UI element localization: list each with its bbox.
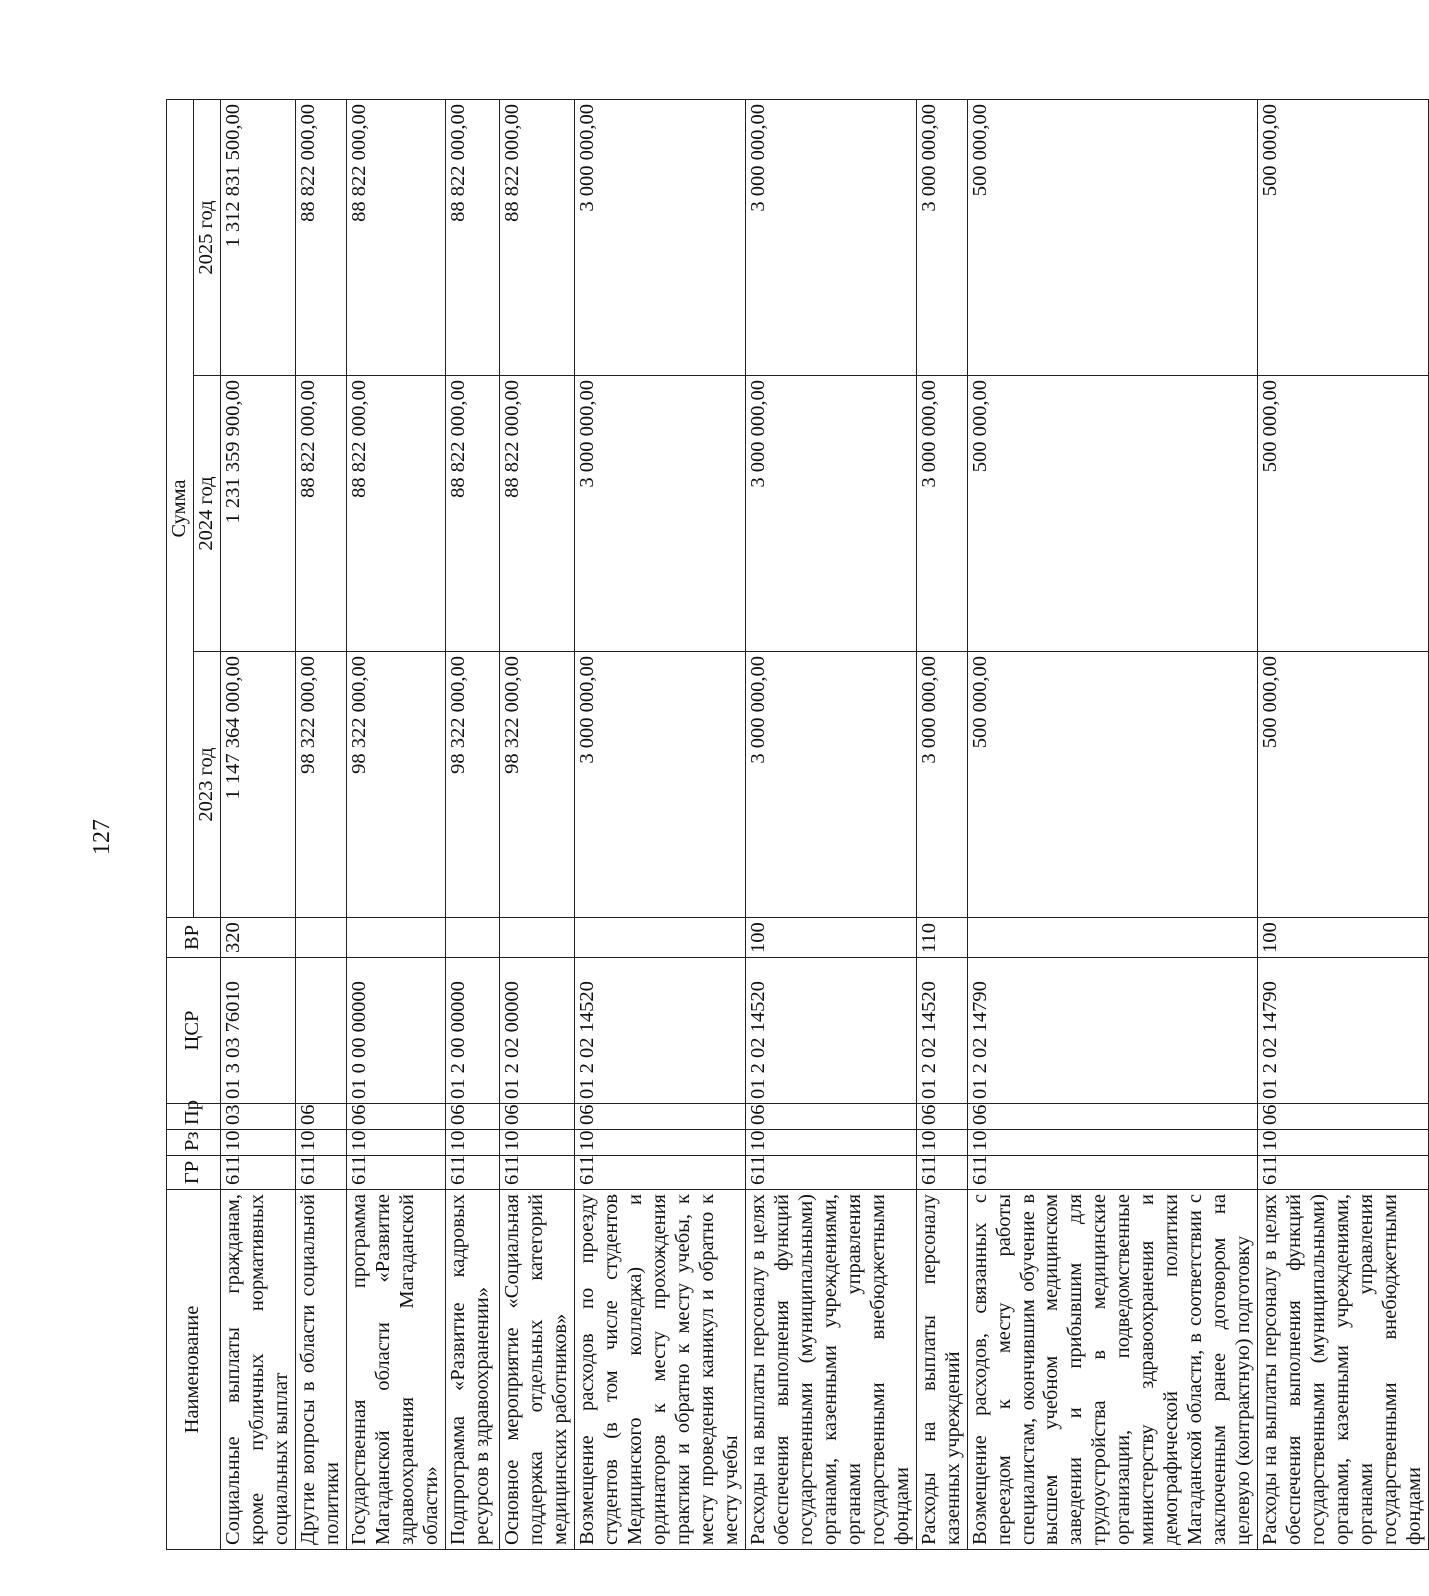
table-row <box>295 99 346 1549</box>
row-sum-2023: 1 147 364 000,00 <box>220 652 295 918</box>
header-gr: ГР <box>167 1156 221 1190</box>
row-gr: 611 <box>1258 1156 1429 1190</box>
row-name: Расходы на выплаты персоналу казенных учреждений <box>916 1190 967 1550</box>
row-pr: 06 <box>574 1104 745 1130</box>
row-pr: 06 <box>445 1104 499 1130</box>
row-vr <box>499 918 574 958</box>
row-sum-2023: 3 000 000,00 <box>745 652 916 918</box>
row-pr: 06 <box>346 1104 445 1130</box>
row-pr: 06 <box>745 1104 916 1130</box>
row-name: Подпрограмма «Развитие кадровых ресурсов в здравоохранении» <box>445 1190 499 1550</box>
table-body <box>220 99 1428 1549</box>
row-csr: 01 2 02 14520 <box>745 958 916 1104</box>
row-csr: 01 2 00 00000 <box>445 958 499 1104</box>
table-row <box>916 99 967 1549</box>
header-2023: 2023 год <box>193 652 220 918</box>
row-sum-2024: 88 822 000,00 <box>295 376 346 652</box>
row-csr: 01 3 03 76010 <box>220 958 295 1104</box>
row-gr: 611 <box>295 1156 346 1190</box>
row-gr: 611 <box>574 1156 745 1190</box>
row-sum-2024: 88 822 000,00 <box>445 376 499 652</box>
row-rz: 10 <box>574 1130 745 1156</box>
row-pr: 06 <box>916 1104 967 1130</box>
table-row <box>745 99 916 1549</box>
row-sum-2025: 88 822 000,00 <box>499 99 574 375</box>
page-number: 127 <box>89 819 115 855</box>
row-name: Другие вопросы в области социальной политики <box>295 1190 346 1550</box>
row-pr: 03 <box>220 1104 295 1130</box>
row-name: Социальные выплаты гражданам, кроме публичных нормативных социальных выплат <box>220 1190 295 1550</box>
row-rz: 10 <box>916 1130 967 1156</box>
row-gr: 611 <box>346 1156 445 1190</box>
row-sum-2025: 3 000 000,00 <box>574 99 745 375</box>
row-vr <box>346 918 445 958</box>
row-csr: 01 2 02 14790 <box>967 958 1258 1104</box>
header-sum: Сумма <box>167 99 194 917</box>
row-gr: 611 <box>745 1156 916 1190</box>
row-rz: 10 <box>445 1130 499 1156</box>
row-csr <box>295 958 346 1104</box>
row-sum-2024: 3 000 000,00 <box>745 376 916 652</box>
table-row <box>346 99 445 1549</box>
row-pr: 06 <box>1258 1104 1429 1130</box>
header-name: Наименование <box>167 1190 221 1550</box>
row-gr: 611 <box>445 1156 499 1190</box>
row-vr: 100 <box>745 918 916 958</box>
row-sum-2025: 500 000,00 <box>967 99 1258 375</box>
header-vr: ВР <box>167 918 221 958</box>
table-row <box>967 99 1258 1549</box>
row-rz: 10 <box>1258 1130 1429 1156</box>
row-rz: 10 <box>346 1130 445 1156</box>
table-row <box>445 99 499 1549</box>
row-pr: 06 <box>499 1104 574 1130</box>
header-2024: 2024 год <box>193 376 220 652</box>
row-vr: 100 <box>1258 918 1429 958</box>
row-name: Возмещение расходов по проезду студентов (в том числе студентов Медицинского колледжа) и ординаторов к месту прохождения практики и обратно к месту учебы, к месту проведения каникул и обратно к месту учебы <box>574 1190 745 1550</box>
row-gr: 611 <box>220 1156 295 1190</box>
row-name: Возмещение расходов, связанных с переездом к месту работы специалистам, окончившим обучение в высшем учебном медицинском заведении и прибывшим для трудоустройства в медицинские организации, подведомственные министерству здравоохранения и демографической политики Магаданской области, в соответствии с заключенным ранее договором на целевую (контрактную) подготовку <box>967 1190 1258 1550</box>
row-vr <box>574 918 745 958</box>
row-sum-2025: 88 822 000,00 <box>346 99 445 375</box>
row-sum-2023: 500 000,00 <box>1258 652 1429 918</box>
row-rz: 10 <box>967 1130 1258 1156</box>
row-csr: 01 2 02 14520 <box>916 958 967 1104</box>
row-csr: 01 2 02 14790 <box>1258 958 1429 1104</box>
row-rz: 10 <box>499 1130 574 1156</box>
row-rz: 10 <box>295 1130 346 1156</box>
row-sum-2023: 3 000 000,00 <box>916 652 967 918</box>
row-sum-2023: 3 000 000,00 <box>574 652 745 918</box>
row-sum-2025: 3 000 000,00 <box>745 99 916 375</box>
row-sum-2025: 88 822 000,00 <box>295 99 346 375</box>
header-pr: Пр <box>167 1104 221 1130</box>
row-name: Государственная программа Магаданской области «Развитие здравоохранения Магаданской области» <box>346 1190 445 1550</box>
row-sum-2024: 500 000,00 <box>967 376 1258 652</box>
row-sum-2023: 98 322 000,00 <box>445 652 499 918</box>
row-rz: 10 <box>745 1130 916 1156</box>
table-row <box>1258 99 1429 1549</box>
row-vr: 110 <box>916 918 967 958</box>
row-vr <box>967 918 1258 958</box>
row-sum-2024: 1 231 359 900,00 <box>220 376 295 652</box>
table-row <box>220 99 295 1549</box>
row-gr: 611 <box>916 1156 967 1190</box>
row-sum-2024: 88 822 000,00 <box>346 376 445 652</box>
row-vr: 320 <box>220 918 295 958</box>
row-name: Расходы на выплаты персоналу в целях обеспечения выполнения функций государственными (муниципальными) органами, казенными учреждениями, органами управления государственными внебюджетными фондами <box>745 1190 916 1550</box>
row-sum-2025: 500 000,00 <box>1258 99 1429 375</box>
row-vr <box>295 918 346 958</box>
header-csr: ЦСР <box>167 958 221 1104</box>
row-gr: 611 <box>967 1156 1258 1190</box>
row-sum-2023: 98 322 000,00 <box>346 652 445 918</box>
row-gr: 611 <box>499 1156 574 1190</box>
row-sum-2023: 500 000,00 <box>967 652 1258 918</box>
row-csr: 01 0 00 00000 <box>346 958 445 1104</box>
row-sum-2025: 3 000 000,00 <box>916 99 967 375</box>
rotated-table-wrapper <box>166 100 1426 1550</box>
row-vr <box>445 918 499 958</box>
row-csr: 01 2 02 00000 <box>499 958 574 1104</box>
row-name: Основное мероприятие «Социальная поддержка отдельных категорий медицинских работников» <box>499 1190 574 1550</box>
table-row <box>499 99 574 1549</box>
table-row <box>574 99 745 1549</box>
row-sum-2025: 88 822 000,00 <box>445 99 499 375</box>
row-csr: 01 2 02 14520 <box>574 958 745 1104</box>
row-name: Расходы на выплаты персоналу в целях обеспечения выполнения функций государственными (муниципальными) органами, казенными учреждениями, органами управления государственными внебюджетными фондами <box>1258 1190 1429 1550</box>
header-2025: 2025 год <box>193 99 220 375</box>
row-sum-2023: 98 322 000,00 <box>295 652 346 918</box>
row-sum-2025: 1 312 831 500,00 <box>220 99 295 375</box>
row-pr: 06 <box>295 1104 346 1130</box>
row-rz: 10 <box>220 1130 295 1156</box>
row-sum-2024: 3 000 000,00 <box>916 376 967 652</box>
row-sum-2023: 98 322 000,00 <box>499 652 574 918</box>
row-sum-2024: 88 822 000,00 <box>499 376 574 652</box>
row-sum-2024: 3 000 000,00 <box>574 376 745 652</box>
row-pr: 06 <box>967 1104 1258 1130</box>
row-sum-2024: 500 000,00 <box>1258 376 1429 652</box>
table-header <box>167 99 221 1549</box>
header-rz: Рз <box>167 1130 221 1156</box>
budget-table <box>166 99 1429 1550</box>
